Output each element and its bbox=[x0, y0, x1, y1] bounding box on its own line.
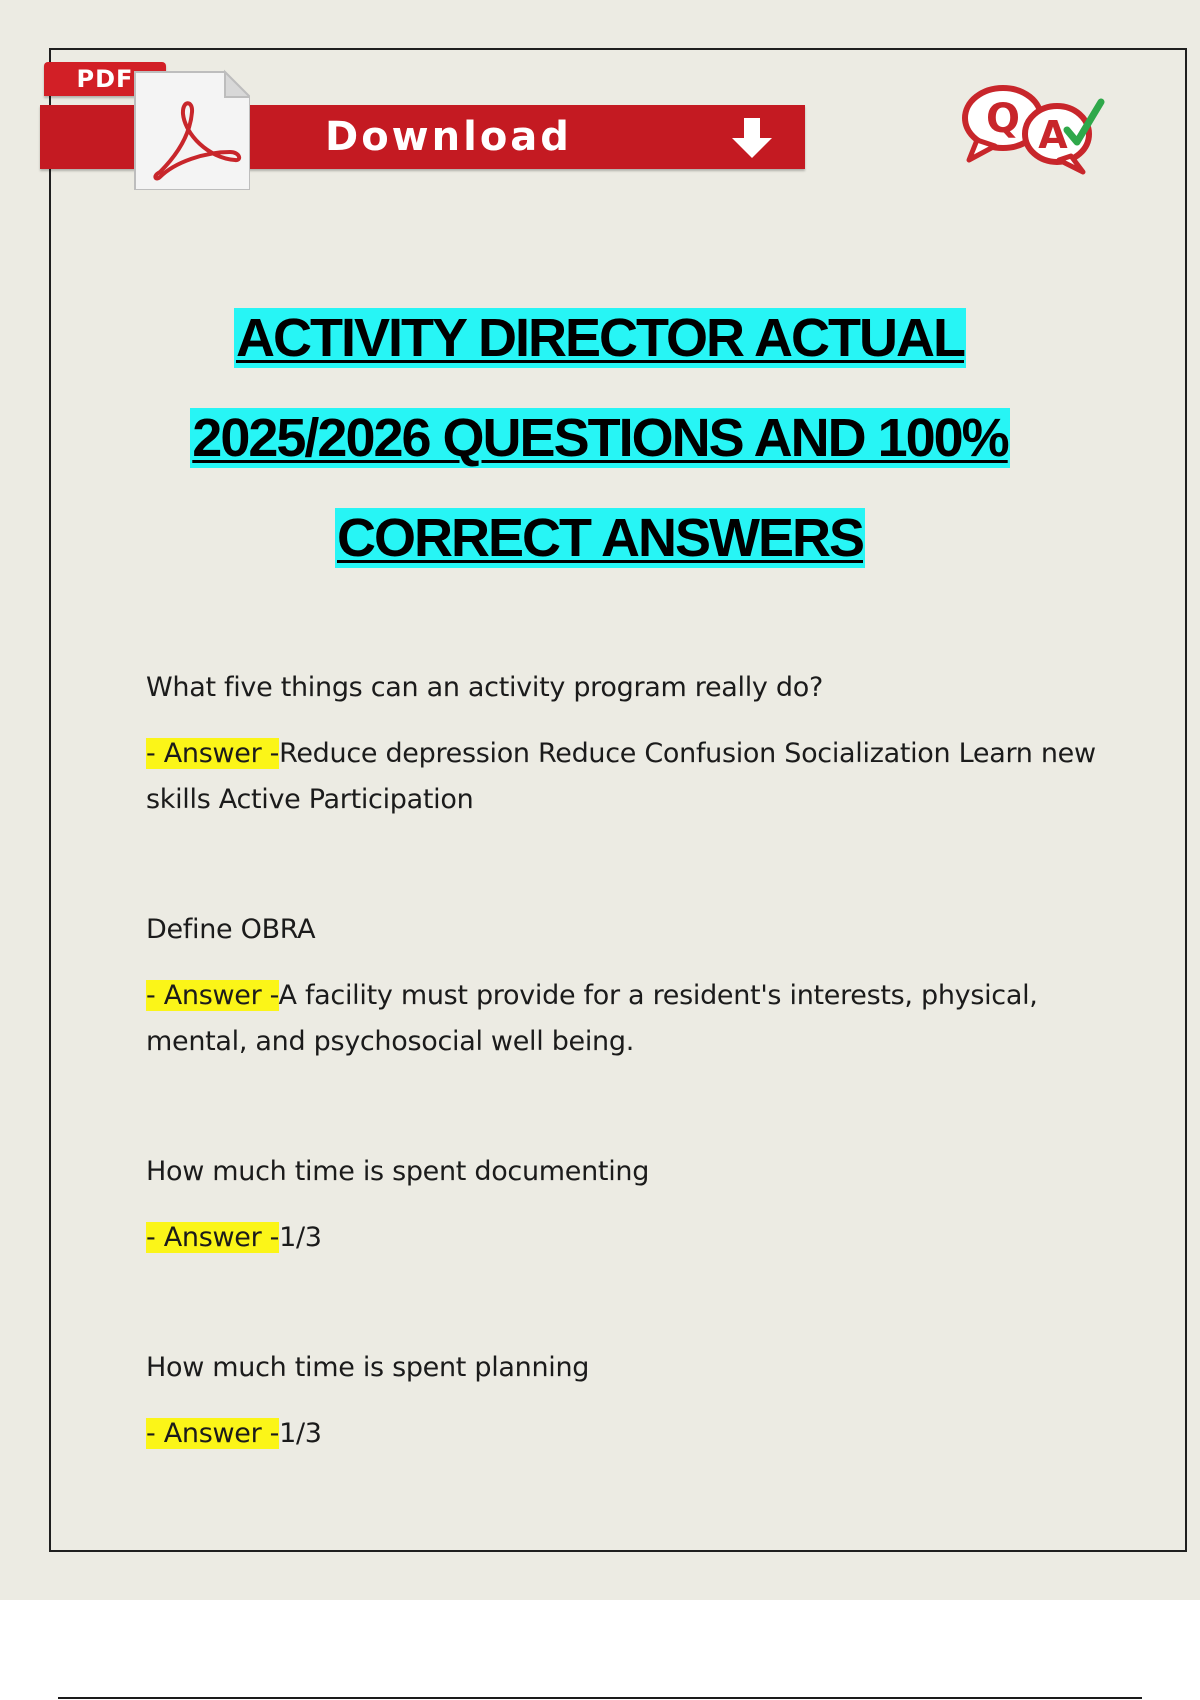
question-text: How much time is spent documenting bbox=[146, 1156, 650, 1187]
qa-item bbox=[146, 1149, 1106, 1345]
answer-prefix: - Answer - bbox=[146, 1222, 280, 1253]
pdf-tab-label: PDF bbox=[44, 62, 166, 96]
answer-text bbox=[146, 1215, 1106, 1261]
qa-item bbox=[146, 907, 1106, 1149]
title-line-text: 2025/2026 QUESTIONS AND 100% bbox=[192, 408, 1008, 468]
pdf-document-icon bbox=[90, 62, 250, 190]
pdf-download-banner[interactable] bbox=[40, 10, 810, 180]
answer-prefix: - Answer - bbox=[146, 738, 280, 769]
answer-body: 1/3 bbox=[279, 1418, 322, 1449]
question-text: What five things can an activity program really do? bbox=[146, 672, 823, 703]
a-letter: A bbox=[1038, 113, 1068, 157]
qa-item bbox=[146, 1345, 1106, 1495]
answer-prefix: - Answer - bbox=[146, 980, 279, 1011]
download-label[interactable]: Download bbox=[325, 114, 572, 160]
q-letter: Q bbox=[985, 96, 1021, 142]
answer-text bbox=[146, 1411, 1106, 1457]
footer-divider bbox=[58, 1697, 1142, 1699]
qa-item bbox=[146, 665, 1106, 907]
answer-text bbox=[146, 973, 1106, 1065]
answer-prefix: - Answer - bbox=[146, 1418, 280, 1449]
answer-text bbox=[146, 731, 1106, 823]
title-line bbox=[0, 488, 1200, 588]
qa-logo bbox=[955, 70, 1105, 180]
document-title bbox=[0, 288, 1200, 588]
question-text: Define OBRA bbox=[146, 914, 316, 945]
answer-body: A facility must provide for a resident's interests, physical, mental, and psychosocial well being. bbox=[146, 980, 1038, 1057]
question-text: How much time is spent planning bbox=[146, 1352, 590, 1383]
download-arrow-icon[interactable] bbox=[728, 114, 776, 162]
answer-body: 1/3 bbox=[279, 1222, 322, 1253]
title-line-text: CORRECT ANSWERS bbox=[336, 508, 863, 568]
answer-body: Reduce depression Reduce Confusion Socialization Learn new skills Active Participation bbox=[146, 738, 1096, 815]
title-line-text: ACTIVITY DIRECTOR ACTUAL bbox=[235, 308, 964, 368]
title-line bbox=[0, 288, 1200, 388]
title-line bbox=[0, 388, 1200, 488]
qa-list bbox=[146, 665, 1106, 1495]
